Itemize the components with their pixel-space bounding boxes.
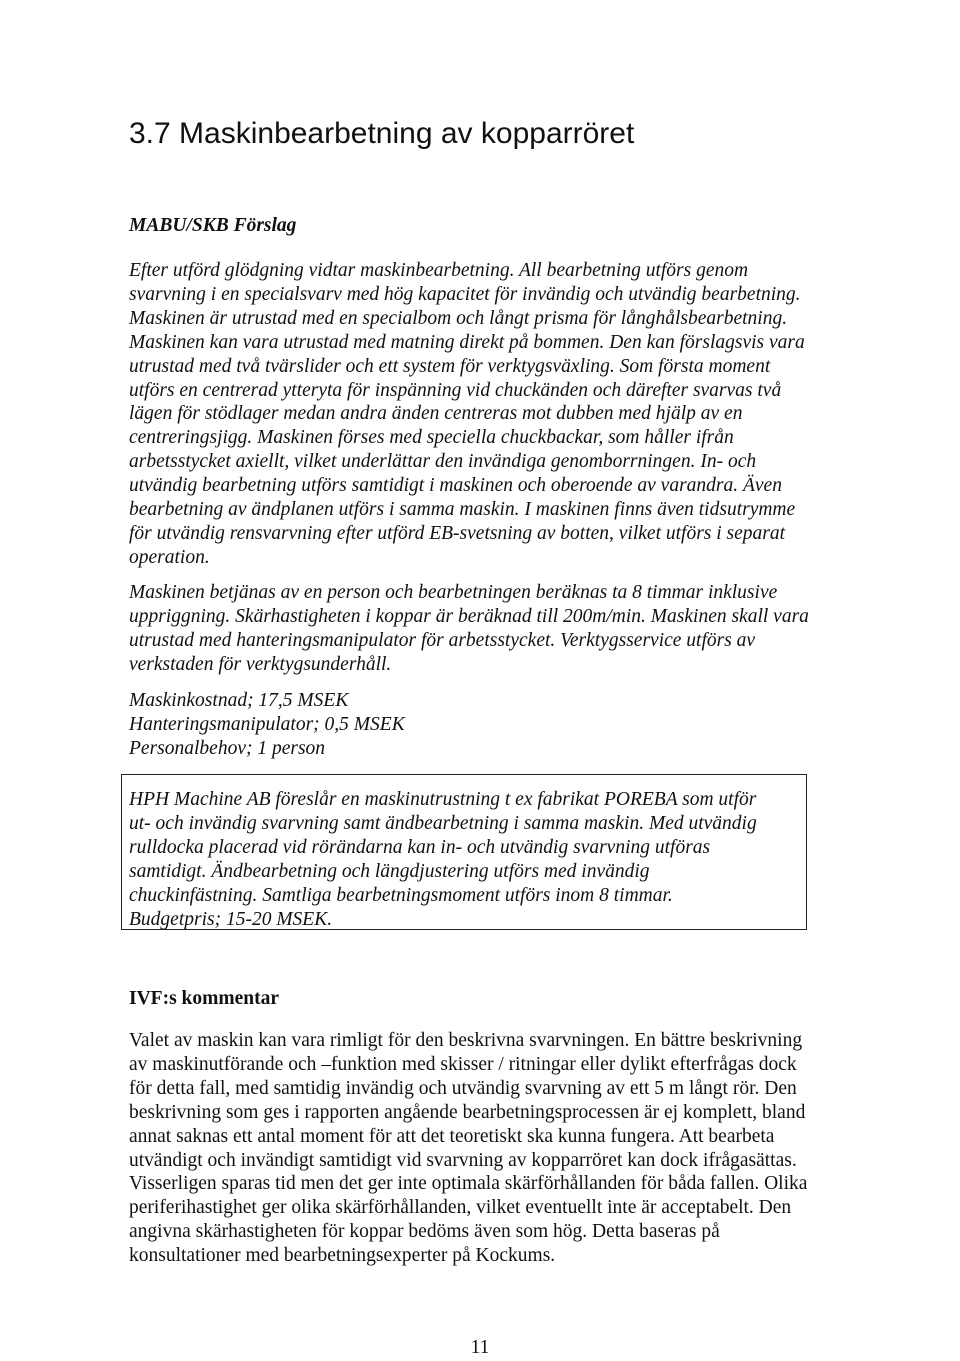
text-line: HPH Machine AB föreslår en maskinutrustning t ex fabrikat POREBA som utför xyxy=(129,789,757,810)
text-line: Maskinen kan vara utrustad med matning direkt på bommen. Den kan förslagsvis vara xyxy=(129,331,805,353)
machine-cost: Maskinkostnad; 17,5 MSEK xyxy=(129,690,349,711)
text-line: utvändig bearbetning utförs samtidigt i maskinen och oberoende av varandra. Även xyxy=(129,475,782,497)
text-line: Valet av maskin kan vara rimligt för den beskrivna svarvningen. En bättre beskrivning xyxy=(129,1030,803,1051)
ivf-comment-heading: IVF:s kommentar xyxy=(129,988,280,1009)
text-line: angivna skärhastigheten för koppar bedöms även som hög. Detta baseras på xyxy=(129,1221,720,1243)
text-line: samtidigt. Ändbearbetning och längdjustering utförs med invändig xyxy=(129,860,650,882)
manipulator-cost: Hanteringsmanipulator; 0,5 MSEK xyxy=(129,713,405,735)
text-line: lägen för stödlager medan andra änden centreras mot dubben med hjälp av en xyxy=(129,403,743,425)
section-title: 3.7 Maskinbearbetning av kopparröret xyxy=(129,117,635,150)
text-line: operation. xyxy=(129,546,210,568)
text-line: verkstaden för verktygsunderhåll. xyxy=(129,653,392,675)
text-line: arbetsstycket axiellt, vilket underlättar den invändiga genomborrningen. In- och xyxy=(129,451,757,473)
text-line: konsultationer med bearbetningsexperter på Kockums. xyxy=(129,1245,556,1267)
staffing-need: Personalbehov; 1 person xyxy=(129,737,326,759)
proposal-paragraph-2 xyxy=(129,581,829,677)
text-line: periferihastighet ger olika skärförhållanden, vilket eventuellt inte är acceptabelt. Den xyxy=(129,1197,792,1219)
text-line: beskrivning som ges i rapporten angående bearbetningsprocessen är ej komplett, bland xyxy=(129,1101,806,1123)
text-line: utrustad med hanteringsmanipulator för arbetsstycket. Verktygsservice utförs av xyxy=(129,629,756,651)
text-line: rulldocka placerad vid rörändarna kan in- och utvändig svarvning utföras xyxy=(129,836,711,858)
page-number: 11 xyxy=(470,1337,490,1358)
text-line: svarvning i en specialsvarv med hög kapacitet för invändig och utvändig bearbetning. xyxy=(129,283,801,305)
text-line: uppriggning. Skärhastigheten i koppar är beräknad till 200m/min. Maskinen skall vara xyxy=(129,605,809,627)
text-line: chuckinfästning. Samtliga bearbetningsmoment utförs inom 8 timmar. xyxy=(129,884,673,906)
text-line: centreringsjigg. Maskinen förses med speciella chuckbackar, som håller ifrån xyxy=(129,427,734,449)
text-line: Budgetpris; 15-20 MSEK. xyxy=(129,908,333,930)
text-line: för detta fall, med samtidig invändig och utvändig svarvning av ett 5 m långt rör. Den xyxy=(129,1077,797,1099)
proposal-subheading: MABU/SKB Förslag xyxy=(129,215,297,236)
text-line: utförs en centrerad ytteryta för inspänning vid chuckänden och därefter svarvas två xyxy=(129,379,782,401)
text-line: utvändigt och invändigt samtidigt vid svarvning av kopparröret kan dock ifrågasättas. xyxy=(129,1149,797,1171)
text-line: av maskinutförande och –funktion med skisser / ritningar eller dylikt efterfrågas dock xyxy=(129,1053,797,1075)
text-line: utrustad med två tvärslider och ett system för verktygsväxling. Som första moment xyxy=(129,355,771,377)
text-line: Efter utförd glödgning vidtar maskinbearbetning. All bearbetning utförs genom xyxy=(129,260,749,281)
ivf-comment-paragraph xyxy=(129,1029,849,1268)
text-line: annat saknas ett antal moment för att det teoretiskt ska kunna fungera. Att bearbeta xyxy=(129,1125,775,1147)
text-line: för utvändig rensvarvning efter utförd EB-svetsning av botten, vilket utförs i separat xyxy=(129,522,786,544)
text-line: Maskinen är utrustad med en specialbom och långt prisma för långhålsbearbetning. xyxy=(129,307,788,329)
text-line: Visserligen sparas tid men det ger inte optimala skärförhållanden för båda fallen. Olika xyxy=(129,1173,808,1195)
text-line: bearbetning av ändplanen utförs i samma maskin. I maskinen finns även tidsutrymme xyxy=(129,499,796,521)
cost-summary xyxy=(129,689,829,761)
text-line: ut- och invändig svarvning samt ändbearbetning i samma maskin. Med utvändig xyxy=(129,812,757,834)
proposal-paragraph-1 xyxy=(129,259,829,570)
hph-proposal-text xyxy=(129,788,809,931)
text-line: Maskinen betjänas av en person och bearbetningen beräknas ta 8 timmar inklusive xyxy=(129,582,778,603)
